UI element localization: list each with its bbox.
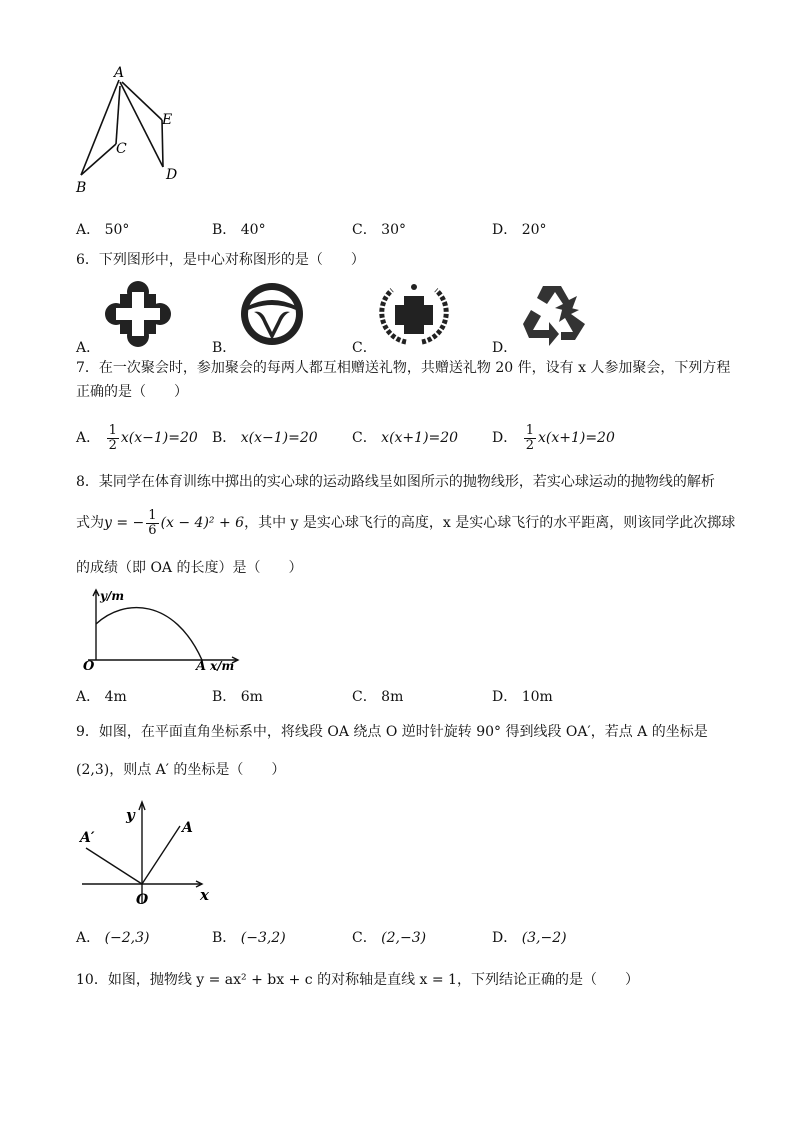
q8-option-c[interactable]: C． 8m — [352, 689, 404, 705]
q5-option-b[interactable]: B． 40° — [212, 222, 266, 238]
q5-option-d[interactable]: D． 20° — [492, 222, 547, 238]
q6-option-c[interactable]: C． — [352, 340, 377, 356]
q8-option-d[interactable]: D． 10m — [492, 689, 553, 705]
q6-options — [76, 336, 676, 360]
q7-option-a[interactable]: A． $\frac{1}{2}$ x(x−1)=20 — [76, 422, 198, 453]
q9-x-axis-label: x — [200, 886, 209, 904]
q9-option-d[interactable]: D． (3,−2) — [492, 930, 567, 946]
q8-point-a-label: A — [196, 659, 207, 674]
q9-y-axis-label: y — [126, 806, 135, 824]
q9-options — [76, 926, 676, 950]
q8-stem-line1: 8．某同学在体育训练中掷出的实心球的运动路线呈如图所示的抛物线形，若实心球运动的抛物线的解析 — [76, 474, 715, 490]
q9-point-a-prime-label: A′ — [80, 830, 95, 846]
q5-option-c[interactable]: C． 30° — [352, 222, 406, 238]
q8-option-b[interactable]: B． 6m — [212, 689, 263, 705]
q7-stem-line1: 7．在一次聚会时，参加聚会的每两人都互相赠送礼物，共赠送礼物 20 件，设有 x 人参加聚会，下列方程 — [76, 360, 731, 376]
q8-stem-line2: 式为y = − $\frac{1}{6}$ (x − 4)² + 6，其中 y 是实心球飞行的高度，x 是实心球飞行的水平距离，则该同学此次掷球 — [76, 507, 736, 538]
q8-x-axis-label: x/m — [210, 659, 235, 673]
q7-stem-line2: 正确的是（ ） — [76, 384, 188, 400]
q5-options — [76, 218, 676, 242]
q6-option-d[interactable]: D． — [492, 340, 518, 356]
q5-option-a[interactable]: A． 50° — [76, 222, 130, 238]
q9-option-a[interactable]: A． (−2,3) — [76, 930, 150, 946]
q9-stem-line1: 9．如图，在平面直角坐标系中，将线段 OA 绕点 O 逆时针旋转 90° 得到线段 OA′，若点 A 的坐标是 — [76, 724, 708, 740]
q5-label-b: B — [76, 180, 87, 196]
q5-label-c: C — [116, 141, 127, 157]
q6-stem: 6．下列图形中，是中心对称图形的是（ ） — [76, 252, 365, 268]
q5-label-a: A — [114, 65, 125, 81]
q9-stem-line2: (2,3)，则点 A′ 的坐标是（ ） — [76, 762, 286, 778]
q8-option-a[interactable]: A． 4m — [76, 689, 127, 705]
q9-option-b[interactable]: B． (−3,2) — [212, 930, 286, 946]
q9-origin-label: O — [136, 892, 149, 908]
q7-options — [76, 420, 676, 456]
q7-option-d[interactable]: D． $\frac{1}{2}$ x(x+1)=20 — [492, 422, 615, 453]
q9-option-c[interactable]: C． (2,−3) — [352, 930, 427, 946]
q8-stem-line3: 的成绩（即 OA 的长度）是（ ） — [76, 560, 303, 576]
q5-label-d: D — [166, 167, 178, 183]
q5-triangle-figure — [70, 62, 190, 197]
q7-option-b[interactable]: B． x(x−1)=20 — [212, 430, 318, 446]
q10-stem: 10．如图，抛物线 y = ax² + bx + c 的对称轴是直线 x = 1，下列结论正确的是（ ） — [76, 972, 639, 988]
q6-option-a[interactable]: A． — [76, 340, 101, 356]
q5-label-e: E — [162, 112, 173, 128]
q8-y-axis-label: y/m — [100, 589, 125, 603]
q8-options — [76, 685, 676, 709]
q8-origin-label: O — [83, 659, 95, 674]
q9-point-a-label: A — [182, 820, 193, 836]
q8-parabola-graph — [74, 586, 254, 674]
q9-rotation-graph — [74, 796, 224, 914]
q6-option-b[interactable]: B． — [212, 340, 237, 356]
q7-option-c[interactable]: C． x(x+1)=20 — [352, 430, 459, 446]
